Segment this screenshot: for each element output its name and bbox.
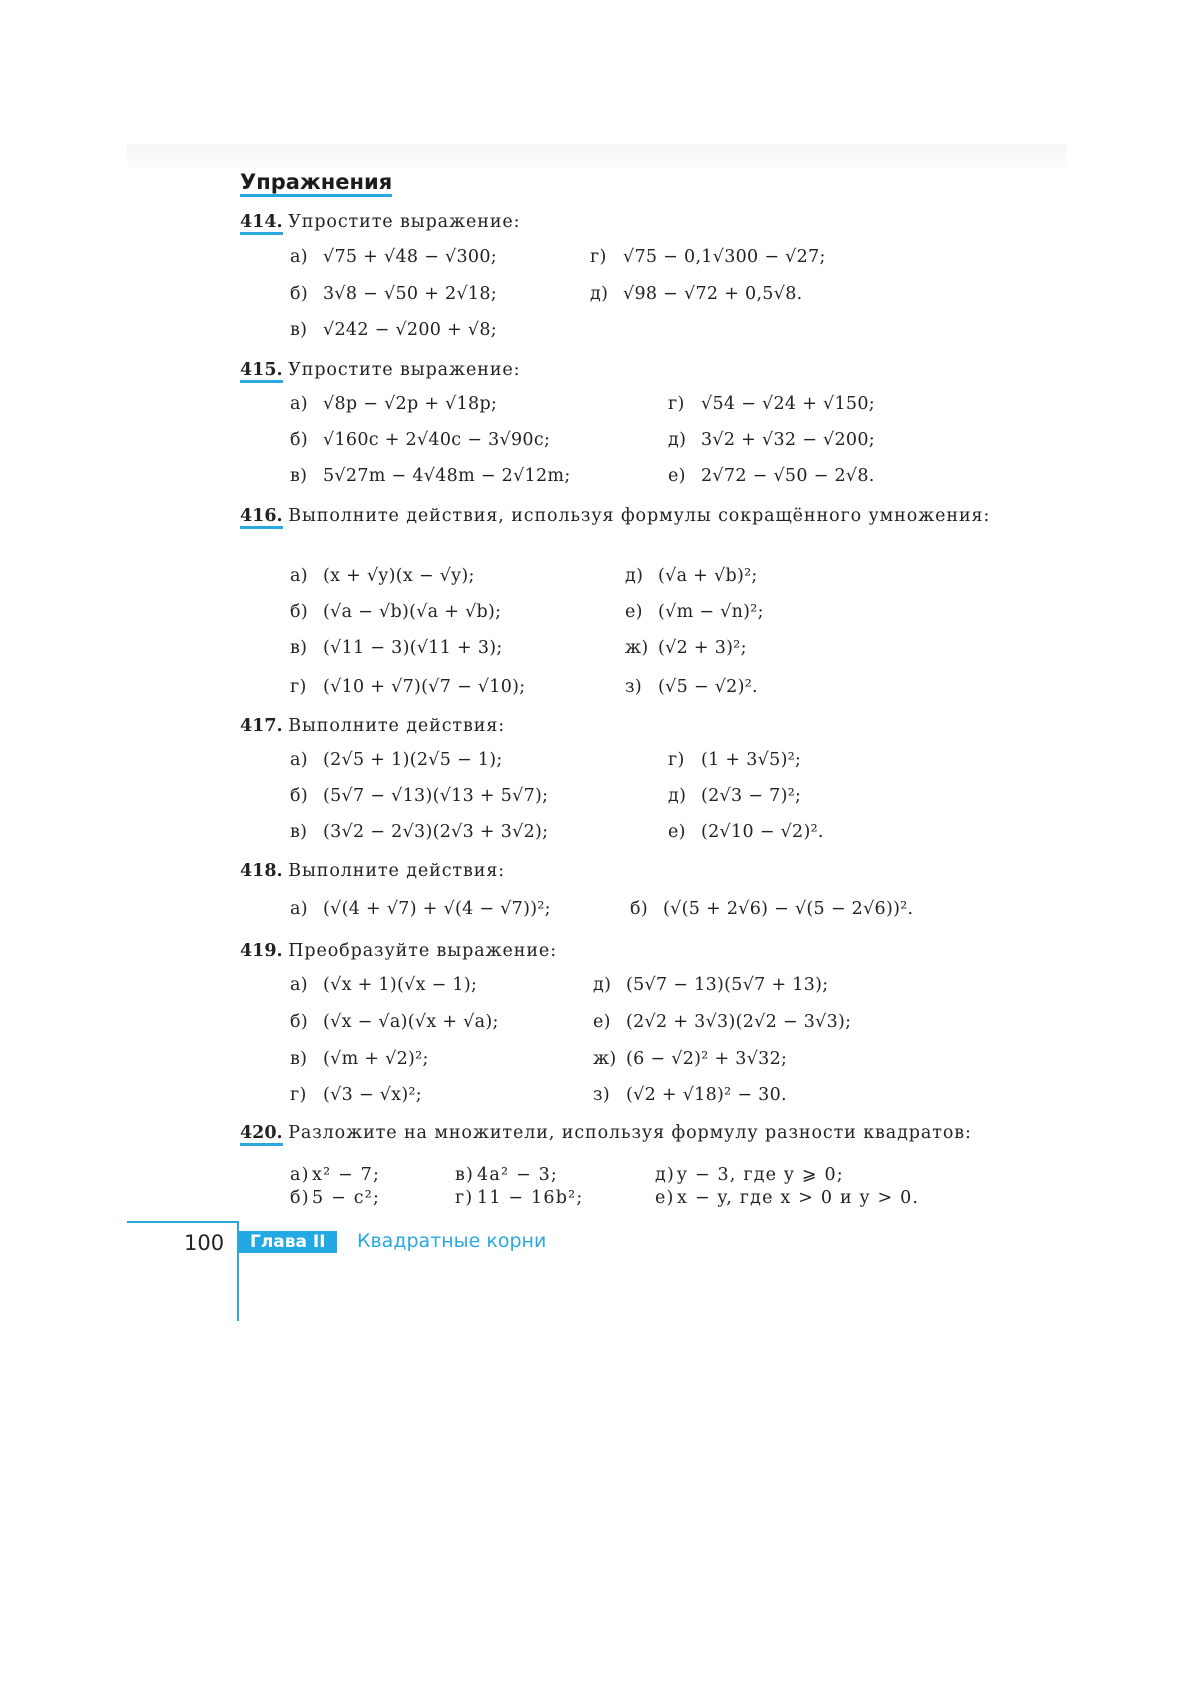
exercise-item: д) (2√3 − 7)²;: [668, 786, 802, 806]
exercise-item: а) (√(4 + √7) + √(4 − √7))²;: [290, 899, 551, 919]
exercise-item: а) √75 + √48 − √300;: [290, 247, 497, 267]
exercise-item: б) (√x − √a)(√x + √a);: [290, 1012, 499, 1032]
exercise-item: в) 4a² − 3;: [455, 1165, 559, 1185]
exercise-item: б) (5√7 − √13)(√13 + 5√7);: [290, 786, 549, 806]
exercise-item: б) (√(5 + 2√6) − √(5 − 2√6))².: [630, 899, 914, 919]
exercise-number: 418.: [240, 861, 283, 881]
exercise-item: в) 5√27m − 4√48m − 2√12m;: [290, 466, 571, 486]
exercise-item: б) 3√8 − √50 + 2√18;: [290, 284, 497, 304]
exercise-number: 416.: [240, 506, 283, 529]
exercise-item: б) 5 − c²;: [290, 1188, 381, 1208]
exercise-item: ж) (√2 + 3)²;: [625, 638, 747, 658]
exercise-instruction: Преобразуйте выражение:: [288, 941, 557, 961]
exercise-419-header: [240, 941, 557, 961]
exercise-item: в) √242 − √200 + √8;: [290, 320, 497, 340]
exercise-item: г) √75 − 0,1√300 − √27;: [590, 247, 826, 267]
exercise-item: е) (2√10 − √2)².: [668, 822, 824, 842]
chapter-title: Квадратные корни: [357, 1230, 547, 1252]
exercise-item: е) x − y, где x > 0 и y > 0.: [655, 1188, 920, 1208]
exercise-414-header: [240, 212, 520, 232]
exercise-item: в) (√m + √2)²;: [290, 1049, 429, 1069]
exercise-item: д) y − 3, где y ⩾ 0;: [655, 1165, 844, 1185]
exercise-item: е) 2√72 − √50 − 2√8.: [668, 466, 875, 486]
exercise-item: а) √8p − √2p + √18p;: [290, 394, 498, 414]
footer-rule: [127, 1221, 239, 1223]
exercise-item: з) (√5 − √2)².: [625, 677, 758, 697]
exercise-415-header: [240, 360, 520, 380]
exercise-417-header: [240, 716, 505, 736]
exercise-item: г) (√10 + √7)(√7 − √10);: [290, 677, 526, 697]
exercise-instruction: Выполните действия, используя формулы сокращённого умножения:: [288, 506, 991, 526]
chapter-label: Глава II: [239, 1231, 337, 1253]
exercise-item: а) (√x + 1)(√x − 1);: [290, 975, 478, 995]
exercise-number: 415.: [240, 360, 283, 383]
exercise-instruction: Упростите выражение:: [288, 360, 521, 380]
exercise-number: 414.: [240, 212, 283, 235]
exercise-418-header: [240, 861, 505, 881]
exercise-number: 419.: [240, 941, 283, 961]
exercise-item: г) √54 − √24 + √150;: [668, 394, 875, 414]
exercise-item: д) (5√7 − 13)(5√7 + 13);: [593, 975, 829, 995]
exercise-item: д) 3√2 + √32 − √200;: [668, 430, 875, 450]
exercise-number: 417.: [240, 716, 283, 736]
exercise-item: в) (√11 − 3)(√11 + 3);: [290, 638, 503, 658]
page-number: 100: [184, 1231, 225, 1255]
exercise-item: д) √98 − √72 + 0,5√8.: [590, 284, 803, 304]
exercise-item: е) (2√2 + 3√3)(2√2 − 3√3);: [593, 1012, 852, 1032]
exercise-item: а) (x + √y)(x − √y);: [290, 566, 475, 586]
exercise-item: б) (√a − √b)(√a + √b);: [290, 602, 502, 622]
exercise-instruction: Выполните действия:: [288, 716, 506, 736]
section-title: Упражнения: [240, 170, 392, 197]
exercise-instruction: Упростите выражение:: [288, 212, 521, 232]
exercise-item: г) (√3 − √x)²;: [290, 1085, 422, 1105]
exercise-item: д) (√a + √b)²;: [625, 566, 758, 586]
exercise-item: е) (√m − √n)²;: [625, 602, 764, 622]
exercise-416-header: [240, 506, 992, 527]
exercise-item: ж) (6 − √2)² + 3√32;: [593, 1049, 788, 1069]
exercise-item: а) x² − 7;: [290, 1165, 381, 1185]
exercise-item: з) (√2 + √18)² − 30.: [593, 1085, 787, 1105]
exercise-item: в) (3√2 − 2√3)(2√3 + 3√2);: [290, 822, 549, 842]
exercise-instruction: Разложите на множители, используя формулу разности квадратов:: [288, 1123, 972, 1143]
exercise-item: г) (1 + 3√5)²;: [668, 750, 802, 770]
exercise-item: а) (2√5 + 1)(2√5 − 1);: [290, 750, 503, 770]
exercise-instruction: Выполните действия:: [288, 861, 506, 881]
exercise-item: б) √160c + 2√40c − 3√90c;: [290, 430, 551, 450]
exercise-item: г) 11 − 16b²;: [455, 1188, 584, 1208]
exercise-420-header: [240, 1123, 992, 1144]
exercise-number: 420.: [240, 1123, 283, 1146]
